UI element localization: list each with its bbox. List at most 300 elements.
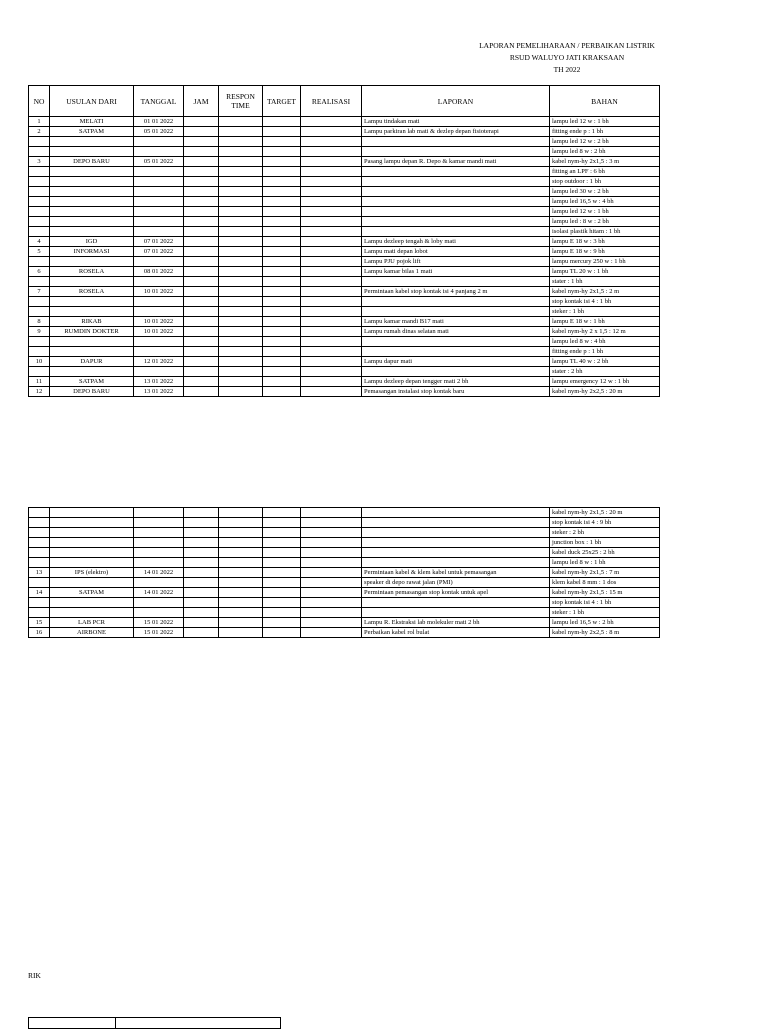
cell-respon-time xyxy=(219,377,263,387)
cell-respon-time xyxy=(219,548,263,558)
cell-target xyxy=(263,578,301,588)
cell-tanggal: 13 01 2022 xyxy=(134,377,184,387)
cell-respon-time xyxy=(219,578,263,588)
cell-realisasi xyxy=(301,157,362,167)
cell-usulan-dari xyxy=(50,217,134,227)
cell-usulan-dari xyxy=(50,227,134,237)
cell-realisasi xyxy=(301,247,362,257)
cell-realisasi xyxy=(301,327,362,337)
cell-bahan: lampu TL 40 w : 2 bh xyxy=(550,357,660,367)
cell-jam xyxy=(184,137,219,147)
cell-no: 15 xyxy=(29,618,50,628)
cell-usulan-dari xyxy=(50,207,134,217)
cell-target xyxy=(263,357,301,367)
cell-bahan: lampu led 16,5 w : 2 bh xyxy=(550,618,660,628)
cell-no: 5 xyxy=(29,247,50,257)
cell-realisasi xyxy=(301,137,362,147)
cell-tanggal: 10 01 2022 xyxy=(134,317,184,327)
cell-realisasi xyxy=(301,568,362,578)
cell-usulan-dari: SATPAM xyxy=(50,377,134,387)
cell-usulan-dari: IPS (elektro) xyxy=(50,568,134,578)
cell-realisasi xyxy=(301,227,362,237)
cell-no xyxy=(29,297,50,307)
cell-realisasi xyxy=(301,347,362,357)
cell-bahan: stater : 2 bh xyxy=(550,367,660,377)
cell-usulan-dari: LAB PCR xyxy=(50,618,134,628)
cell-usulan-dari xyxy=(50,347,134,357)
cell-realisasi xyxy=(301,608,362,618)
cell-jam xyxy=(184,307,219,317)
cell-target xyxy=(263,568,301,578)
cell-realisasi xyxy=(301,618,362,628)
cell-tanggal xyxy=(134,187,184,197)
cell-tanggal xyxy=(134,608,184,618)
cell-bahan: fitting ende p : 1 bh xyxy=(550,127,660,137)
cell-target xyxy=(263,548,301,558)
cell-realisasi xyxy=(301,518,362,528)
cell-jam xyxy=(184,377,219,387)
table-row xyxy=(29,588,660,598)
cell-usulan-dari xyxy=(50,147,134,157)
cell-no xyxy=(29,147,50,157)
cell-jam xyxy=(184,197,219,207)
cell-jam xyxy=(184,327,219,337)
cell-target xyxy=(263,377,301,387)
cell-jam xyxy=(184,538,219,548)
col-header-target: TARGET xyxy=(263,86,301,117)
cell-target xyxy=(263,628,301,638)
cell-no xyxy=(29,508,50,518)
cell-respon-time xyxy=(219,307,263,317)
cell-usulan-dari xyxy=(50,528,134,538)
cell-jam xyxy=(184,287,219,297)
cell-laporan xyxy=(362,508,550,518)
cell-no xyxy=(29,227,50,237)
cell-no: 10 xyxy=(29,357,50,367)
cell-realisasi xyxy=(301,127,362,137)
cell-realisasi xyxy=(301,287,362,297)
cell-realisasi xyxy=(301,548,362,558)
cell-no: 8 xyxy=(29,317,50,327)
table-row xyxy=(29,217,660,227)
cell-respon-time xyxy=(219,157,263,167)
table-row xyxy=(29,187,660,197)
cell-target xyxy=(263,177,301,187)
cell-target xyxy=(263,117,301,127)
cell-tanggal: 07 01 2022 xyxy=(134,247,184,257)
cell-bahan: steker : 2 bh xyxy=(550,528,660,538)
cell-laporan: Lampu tindakan mati xyxy=(362,117,550,127)
cell-realisasi xyxy=(301,357,362,367)
cell-tanggal: 14 01 2022 xyxy=(134,588,184,598)
cell-realisasi xyxy=(301,528,362,538)
cell-target xyxy=(263,287,301,297)
cell-jam xyxy=(184,317,219,327)
cell-jam xyxy=(184,337,219,347)
table-row xyxy=(29,558,660,568)
cell-tanggal: 10 01 2022 xyxy=(134,327,184,337)
table-row xyxy=(29,367,660,377)
cell-target xyxy=(263,207,301,217)
cell-no: 11 xyxy=(29,377,50,387)
cell-laporan xyxy=(362,147,550,157)
cell-realisasi xyxy=(301,217,362,227)
cell-bahan: lampu E 18 w : 3 bh xyxy=(550,237,660,247)
cell-no: 13 xyxy=(29,568,50,578)
cell-tanggal xyxy=(134,217,184,227)
cell-bahan: kabel nym-hy 2x1,5 : 3 m xyxy=(550,157,660,167)
report-year: TH 2022 xyxy=(553,65,581,74)
cell-respon-time xyxy=(219,317,263,327)
cell-tanggal: 15 01 2022 xyxy=(134,628,184,638)
cell-target xyxy=(263,387,301,397)
cell-bahan: kabel nym-hy 2 x 1,5 : 12 m xyxy=(550,327,660,337)
cell-jam xyxy=(184,277,219,287)
cell-bahan: lampu led 8 w : 1 bh xyxy=(550,558,660,568)
cell-usulan-dari xyxy=(50,508,134,518)
table-row xyxy=(29,247,660,257)
cell-realisasi xyxy=(301,307,362,317)
cell-realisasi xyxy=(301,257,362,267)
cell-usulan-dari xyxy=(50,177,134,187)
cell-usulan-dari xyxy=(50,558,134,568)
cell-realisasi xyxy=(301,578,362,588)
cell-respon-time xyxy=(219,568,263,578)
cell-laporan xyxy=(362,137,550,147)
table-row xyxy=(29,157,660,167)
maintenance-table-2 xyxy=(28,507,660,638)
cell-target xyxy=(263,267,301,277)
cell-usulan-dari xyxy=(50,197,134,207)
cell-jam xyxy=(184,518,219,528)
cell-no xyxy=(29,608,50,618)
cell-tanggal xyxy=(134,177,184,187)
cell-realisasi xyxy=(301,588,362,598)
table-row xyxy=(29,377,660,387)
cell-laporan: Lampu kamar bilas 1 mati xyxy=(362,267,550,277)
cell-tanggal xyxy=(134,367,184,377)
cell-laporan xyxy=(362,538,550,548)
table-row xyxy=(29,317,660,327)
cell-laporan: Lampu dezleep depan tengger mati 2 bh xyxy=(362,377,550,387)
cell-laporan xyxy=(362,518,550,528)
cell-usulan-dari xyxy=(50,167,134,177)
cell-bahan: kabel nym-hy 2x2,5 : 8 m xyxy=(550,628,660,638)
cell-respon-time xyxy=(219,177,263,187)
cell-realisasi xyxy=(301,197,362,207)
cell-respon-time xyxy=(219,618,263,628)
cell-respon-time xyxy=(219,387,263,397)
cell-usulan-dari xyxy=(50,598,134,608)
cell-target xyxy=(263,307,301,317)
cell-usulan-dari xyxy=(50,608,134,618)
cell-realisasi xyxy=(301,598,362,608)
cell-respon-time xyxy=(219,147,263,157)
cell-tanggal: 12 01 2022 xyxy=(134,357,184,367)
table-row xyxy=(29,568,660,578)
cell-tanggal xyxy=(134,197,184,207)
cell-realisasi xyxy=(301,147,362,157)
cell-bahan: lampu mercury 250 w : 1 bh xyxy=(550,257,660,267)
table-header-row xyxy=(29,86,660,117)
table-row xyxy=(29,147,660,157)
cell-usulan-dari xyxy=(50,538,134,548)
cell-jam xyxy=(184,267,219,277)
cell-tanggal xyxy=(134,297,184,307)
cell-jam xyxy=(184,147,219,157)
cell-jam xyxy=(184,297,219,307)
cell-tanggal xyxy=(134,207,184,217)
cell-no xyxy=(29,197,50,207)
cell-jam xyxy=(184,548,219,558)
cell-bahan: isolasi plastik hitam : 1 bh xyxy=(550,227,660,237)
cell-realisasi xyxy=(301,237,362,247)
cell-target xyxy=(263,257,301,267)
cell-respon-time xyxy=(219,247,263,257)
cell-no: 16 xyxy=(29,628,50,638)
cell-no: 4 xyxy=(29,237,50,247)
cell-usulan-dari xyxy=(50,257,134,267)
table-row xyxy=(29,257,660,267)
cell-jam xyxy=(184,598,219,608)
cell-tanggal xyxy=(134,347,184,357)
cell-respon-time xyxy=(219,357,263,367)
table-row xyxy=(29,297,660,307)
cell-tanggal: 07 01 2022 xyxy=(134,237,184,247)
cell-respon-time xyxy=(219,137,263,147)
cell-no xyxy=(29,548,50,558)
cell-bahan: stater : 1 bh xyxy=(550,277,660,287)
cell-no xyxy=(29,528,50,538)
cell-tanggal xyxy=(134,528,184,538)
cell-realisasi xyxy=(301,277,362,287)
cell-usulan-dari xyxy=(50,187,134,197)
cell-realisasi xyxy=(301,207,362,217)
cell-jam xyxy=(184,508,219,518)
cell-laporan xyxy=(362,227,550,237)
cell-tanggal: 01 01 2022 xyxy=(134,117,184,127)
cell-usulan-dari: SATPAM xyxy=(50,127,134,137)
cell-usulan-dari: ROSELA xyxy=(50,287,134,297)
table-row xyxy=(29,207,660,217)
cell-target xyxy=(263,277,301,287)
cell-target xyxy=(263,608,301,618)
table-row xyxy=(29,508,660,518)
cell-laporan: Lampu dapur mati xyxy=(362,357,550,367)
cell-bahan: klem kabel 8 mm : 1 dos xyxy=(550,578,660,588)
cell-bahan: lampu led 12 w : 1 bh xyxy=(550,117,660,127)
cell-tanggal: 05 01 2022 xyxy=(134,157,184,167)
cell-jam xyxy=(184,227,219,237)
cell-laporan xyxy=(362,528,550,538)
cell-target xyxy=(263,518,301,528)
cell-bahan: lampu led 12 w : 2 bh xyxy=(550,137,660,147)
table-row xyxy=(29,598,660,608)
cell-realisasi xyxy=(301,628,362,638)
cell-realisasi xyxy=(301,297,362,307)
cell-target xyxy=(263,147,301,157)
cell-respon-time xyxy=(219,257,263,267)
cell-respon-time xyxy=(219,197,263,207)
cell-bahan: stop kontak isi 4 : 1 bh xyxy=(550,598,660,608)
cell-bahan: lampu E 18 w : 9 bh xyxy=(550,247,660,257)
table-row xyxy=(29,177,660,187)
cell-no: 3 xyxy=(29,157,50,167)
cell-laporan xyxy=(362,307,550,317)
cell-usulan-dari xyxy=(50,277,134,287)
cell-usulan-dari: SATPAM xyxy=(50,588,134,598)
cell-laporan: Permintaan kabel stop kontak isi 4 panjang 2 m xyxy=(362,287,550,297)
table-row xyxy=(29,307,660,317)
cell-jam xyxy=(184,367,219,377)
cell-usulan-dari: INFORMASI xyxy=(50,247,134,257)
cell-jam xyxy=(184,177,219,187)
cell-laporan: Lampu parkiran lab mati & dezlep depan fisioterapi xyxy=(362,127,550,137)
cell-bahan: lampu led 8 w : 2 bh xyxy=(550,147,660,157)
cell-jam xyxy=(184,157,219,167)
cell-tanggal xyxy=(134,227,184,237)
cell-laporan: Lampu dezleep tengah & loby mati xyxy=(362,237,550,247)
cell-realisasi xyxy=(301,558,362,568)
cell-tanggal xyxy=(134,508,184,518)
cell-laporan xyxy=(362,347,550,357)
cell-tanggal xyxy=(134,518,184,528)
table-row xyxy=(29,277,660,287)
report-title: LAPORAN PEMELIHARAAN / PERBAIKAN LISTRIK xyxy=(479,41,655,50)
cell-usulan-dari xyxy=(50,367,134,377)
cell-respon-time xyxy=(219,227,263,237)
cell-laporan xyxy=(362,177,550,187)
cell-no xyxy=(29,518,50,528)
cell-jam xyxy=(184,347,219,357)
cell-target xyxy=(263,137,301,147)
cell-target xyxy=(263,327,301,337)
cell-tanggal xyxy=(134,337,184,347)
cell-laporan: Lampu R. Ekstraksi lab molekuler mati 2 bh xyxy=(362,618,550,628)
cell-no xyxy=(29,307,50,317)
cell-laporan: Permintaan pemasangan stop kontak untuk apel xyxy=(362,588,550,598)
cell-target xyxy=(263,347,301,357)
cell-laporan xyxy=(362,598,550,608)
cell-jam xyxy=(184,167,219,177)
cell-bahan: kabel nym-hy 2x1,5 : 20 m xyxy=(550,508,660,518)
cell-no xyxy=(29,207,50,217)
col-header-no: NO xyxy=(29,86,50,117)
table-row xyxy=(29,117,660,127)
cell-usulan-dari xyxy=(50,337,134,347)
cell-laporan xyxy=(362,608,550,618)
col-header-tanggal: TANGGAL xyxy=(134,86,184,117)
table-row xyxy=(29,267,660,277)
cell-jam xyxy=(184,117,219,127)
cell-respon-time xyxy=(219,267,263,277)
cell-no xyxy=(29,277,50,287)
cell-tanggal: 08 01 2022 xyxy=(134,267,184,277)
cell-target xyxy=(263,247,301,257)
cell-target xyxy=(263,167,301,177)
col-header-usulan-dari: USULAN DARI xyxy=(50,86,134,117)
cell-usulan-dari xyxy=(50,137,134,147)
cell-tanggal xyxy=(134,578,184,588)
cell-laporan: Lampu PJU pojok lift xyxy=(362,257,550,267)
cell-realisasi xyxy=(301,538,362,548)
cell-target xyxy=(263,187,301,197)
cell-realisasi xyxy=(301,177,362,187)
cell-bahan: stop kontak isi 4 : 1 bh xyxy=(550,297,660,307)
cell-no xyxy=(29,217,50,227)
table-row xyxy=(29,608,660,618)
cell-realisasi xyxy=(301,377,362,387)
table-row xyxy=(29,628,660,638)
cell-laporan: speaker di depo rawat jalan (PMI) xyxy=(362,578,550,588)
cell-respon-time xyxy=(219,127,263,137)
cell-laporan xyxy=(362,548,550,558)
cell-bahan: lampu led 12 w : 1 bh xyxy=(550,207,660,217)
cell-respon-time xyxy=(219,367,263,377)
cell-usulan-dari xyxy=(50,578,134,588)
col-header-respon-time: RESPON TIME xyxy=(219,86,263,117)
signature-box xyxy=(28,1017,281,1029)
cell-realisasi xyxy=(301,367,362,377)
table-row xyxy=(29,127,660,137)
cell-usulan-dari: RIKAB xyxy=(50,317,134,327)
cell-usulan-dari: AIRBONE xyxy=(50,628,134,638)
cell-target xyxy=(263,508,301,518)
cell-usulan-dari xyxy=(50,548,134,558)
cell-respon-time xyxy=(219,207,263,217)
cell-no: 14 xyxy=(29,588,50,598)
cell-laporan: Permintaan kabel & klem kabel untuk pemasangan xyxy=(362,568,550,578)
cell-no: 12 xyxy=(29,387,50,397)
cell-respon-time xyxy=(219,528,263,538)
maintenance-table-1 xyxy=(28,85,660,397)
table-row xyxy=(29,578,660,588)
cell-realisasi xyxy=(301,508,362,518)
cell-jam xyxy=(184,558,219,568)
table-row xyxy=(29,548,660,558)
cell-jam xyxy=(184,207,219,217)
cell-respon-time xyxy=(219,287,263,297)
cell-tanggal xyxy=(134,167,184,177)
cell-no: 1 xyxy=(29,117,50,127)
cell-jam xyxy=(184,247,219,257)
cell-tanggal: 14 01 2022 xyxy=(134,568,184,578)
cell-respon-time xyxy=(219,217,263,227)
cell-tanggal xyxy=(134,257,184,267)
cell-usulan-dari: MELATI xyxy=(50,117,134,127)
cell-usulan-dari xyxy=(50,297,134,307)
cell-respon-time xyxy=(219,588,263,598)
cell-laporan xyxy=(362,187,550,197)
table-row xyxy=(29,137,660,147)
cell-laporan xyxy=(362,197,550,207)
cell-no xyxy=(29,347,50,357)
cell-laporan: Perbaikan kabel rol bulat xyxy=(362,628,550,638)
cell-bahan: kabel nym-hy 2x1,5 : 15 m xyxy=(550,588,660,598)
cell-bahan: lampu led 8 w : 4 bh xyxy=(550,337,660,347)
cell-no xyxy=(29,578,50,588)
cell-usulan-dari: ROSELA xyxy=(50,267,134,277)
table-row xyxy=(29,518,660,528)
cell-target xyxy=(263,588,301,598)
cell-jam xyxy=(184,528,219,538)
cell-bahan: kabel nym-hy 2x1,5 : 2 m xyxy=(550,287,660,297)
cell-bahan: fitting an LPF : 6 bh xyxy=(550,167,660,177)
cell-usulan-dari: IGD xyxy=(50,237,134,247)
cell-no: 6 xyxy=(29,267,50,277)
cell-target xyxy=(263,538,301,548)
cell-target xyxy=(263,337,301,347)
